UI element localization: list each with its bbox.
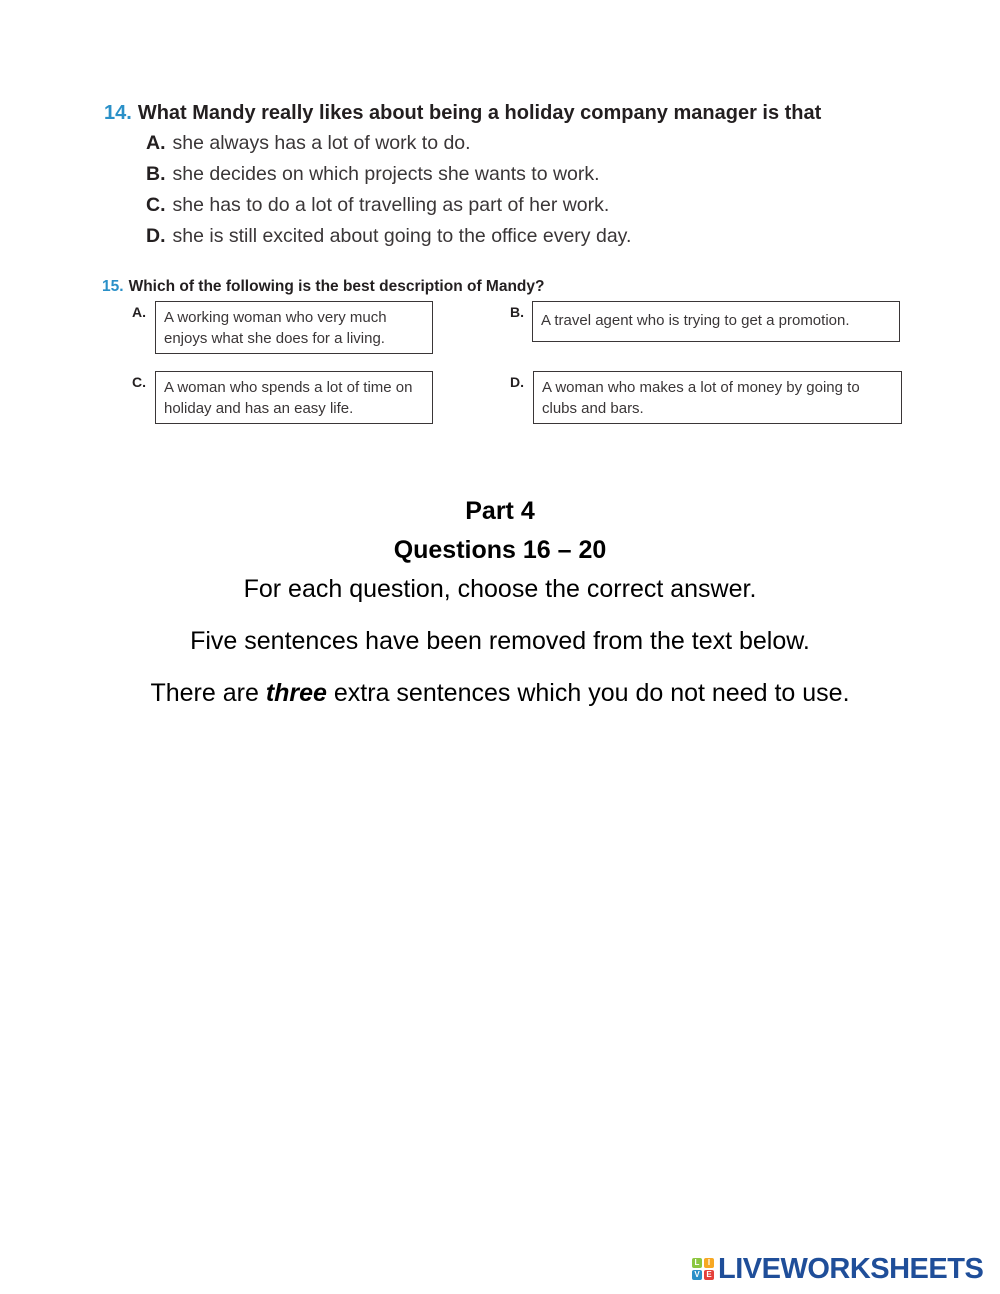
instruction-extra <box>0 679 1000 708</box>
instruction-choose: For each question, choose the correct answer. <box>243 575 757 603</box>
q14-option-d[interactable] <box>146 225 904 248</box>
q15-option-a-letter: A. <box>132 304 146 320</box>
option-text: she always has a lot of work to do. <box>172 132 471 154</box>
option-letter: A. <box>146 132 166 154</box>
q14-option-a[interactable] <box>146 132 904 155</box>
question-15 <box>102 278 912 438</box>
q15-option-d-letter: D. <box>510 374 524 390</box>
instruction-extra-pre: There are <box>150 679 266 707</box>
option-text: she has to do a lot of travelling as part of her work. <box>172 194 610 216</box>
question-14 <box>104 102 904 256</box>
logo-cell: E <box>704 1270 714 1280</box>
q15-option-c[interactable]: A woman who spends a lot of time on holiday and has an easy life. <box>155 371 433 424</box>
question-number: 14. <box>104 102 132 124</box>
question-14-stem <box>104 102 904 125</box>
question-15-stem <box>102 278 912 296</box>
instruction-extra-emphasis: three <box>265 679 327 707</box>
logo-cell: L <box>692 1258 702 1268</box>
q15-option-a[interactable]: A working woman who very much enjoys what she does for a living. <box>155 301 433 354</box>
logo-cell: V <box>692 1270 702 1280</box>
q14-option-b[interactable] <box>146 163 904 186</box>
logo-mark-icon <box>692 1258 714 1280</box>
instruction-extra-post: extra sentences which you do not need to use. <box>326 679 850 707</box>
logo-text: LIVEWORKSHEETS <box>718 1252 984 1285</box>
q14-option-c[interactable] <box>146 194 904 217</box>
q15-option-c-letter: C. <box>132 374 146 390</box>
option-text: she decides on which projects she wants to work. <box>172 163 600 185</box>
option-letter: D. <box>146 225 166 247</box>
option-text: she is still excited about going to the office every day. <box>172 225 632 247</box>
question-text: What Mandy really likes about being a holiday company manager is that <box>137 102 822 124</box>
liveworksheets-logo <box>692 1254 983 1284</box>
option-letter: B. <box>146 163 166 185</box>
part-questions-range: Questions 16 – 20 <box>393 536 607 564</box>
instruction-removed: Five sentences have been removed from the text below. <box>190 627 810 655</box>
q15-option-b[interactable]: A travel agent who is trying to get a promotion. <box>532 301 900 342</box>
question-text: Which of the following is the best description of Mandy? <box>128 278 545 295</box>
q15-option-d[interactable]: A woman who makes a lot of money by going to clubs and bars. <box>533 371 902 424</box>
part-title: Part 4 <box>465 497 535 525</box>
q15-option-b-letter: B. <box>510 304 524 320</box>
logo-cell: I <box>704 1258 714 1268</box>
question-number: 15. <box>102 278 124 295</box>
option-letter: C. <box>146 194 166 216</box>
